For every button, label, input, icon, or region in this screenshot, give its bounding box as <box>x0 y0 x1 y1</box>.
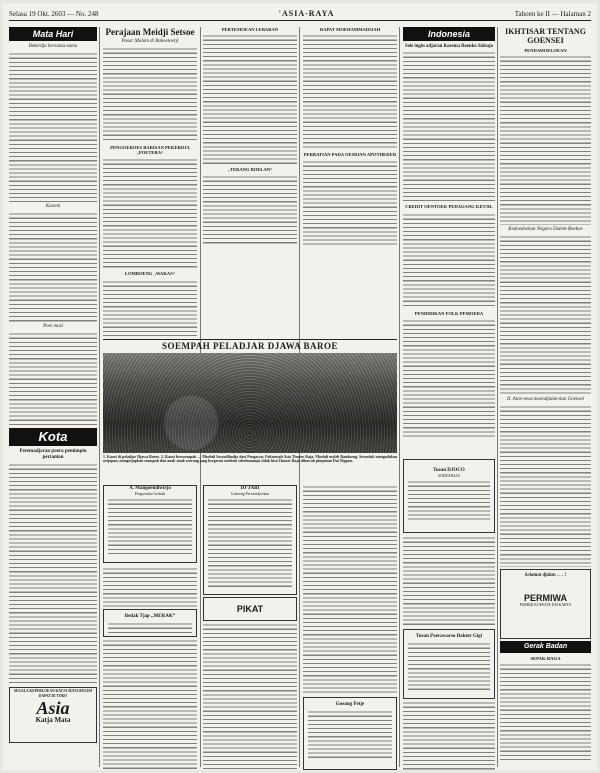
article-body <box>9 52 97 202</box>
ad-sub: Pengoesaha Gedaeh <box>134 492 166 496</box>
article-body <box>203 34 297 164</box>
mangoendiwirjo-ad <box>103 485 197 563</box>
ad-title: Toean DJOCO <box>433 468 465 473</box>
article-body <box>403 319 495 439</box>
article-body <box>500 55 591 225</box>
article-title: PENDAHOELOEAN <box>524 48 567 53</box>
article-body <box>203 175 297 245</box>
article-body <box>403 51 495 201</box>
article-title: Poei mosi <box>43 324 63 329</box>
photo-headline-bar <box>103 339 397 351</box>
ad-sub: PABRIK KOEKJSE DJAKARTA <box>519 603 572 607</box>
column-5-bottom <box>403 701 495 770</box>
section-kota: Kota <box>9 428 97 446</box>
column-5-classifieds <box>403 536 495 626</box>
article-title: Kedoedoekan Negara Dalem-Boekoe <box>508 227 583 233</box>
photo-headline: SOEMPAH PELADJAR DJAWA BAROE <box>161 341 339 351</box>
article-title: PERBATIAN PADA OESDIAN APOTHEKER <box>303 152 397 158</box>
ad-title: PIKAT <box>236 604 264 614</box>
article-body <box>303 34 397 149</box>
article-title: II. Atoe-oeas moendjalan-kan Goensei <box>506 397 585 403</box>
ad-line: SEGALA KEPERLOEAN KATJA MATA BOLEH DAPAT DI TOKO <box>13 689 93 698</box>
ad-title: A. Mangoendiwirjo <box>129 486 171 491</box>
column-2-top <box>103 27 197 337</box>
column-4-classifieds <box>303 485 397 695</box>
ad-brand: PERMIWA <box>523 593 567 603</box>
article-body <box>500 663 591 763</box>
poerawarso-ad <box>403 629 495 699</box>
column-rule <box>99 27 100 767</box>
issue-date: Selasa 19 Okt. 2603 — No. 248 <box>9 9 99 18</box>
article-body <box>9 463 97 683</box>
article-title: „TERANG BOELAN“ <box>227 167 273 173</box>
article-body <box>103 47 197 142</box>
ad-sub: SOERABAJA <box>438 474 460 478</box>
goeang-petje-ad <box>303 697 397 770</box>
paper-title: 'ASIA-RAYA <box>278 9 335 18</box>
merak-ad <box>103 609 197 637</box>
article-body <box>103 280 197 337</box>
djoe-ad <box>403 459 495 533</box>
article-body <box>500 235 591 395</box>
column-rule <box>497 27 498 767</box>
article-body <box>303 160 397 245</box>
article-body <box>9 332 97 427</box>
column-6 <box>500 27 591 567</box>
column-1-bottom <box>9 428 97 770</box>
ad-brand: Asia <box>36 698 70 719</box>
ad-title: Selamat djalan . . . ! <box>524 573 567 578</box>
article-title: SEPAK-RAGA <box>530 656 561 661</box>
column-1-top <box>9 27 97 427</box>
article-body <box>103 158 197 268</box>
ad-sub: Gedoeng Pertoendjoekan <box>230 492 270 496</box>
column-3-top <box>203 27 297 252</box>
section-indonesia: Indonesia <box>403 27 495 41</box>
article-title: Kaoem <box>45 204 61 209</box>
column-2-classifieds <box>103 639 197 770</box>
article-title: Bekerdja bersama-sama <box>28 44 78 49</box>
pikat-ad <box>203 597 297 621</box>
column-4-top <box>303 27 397 252</box>
masthead <box>9 7 591 21</box>
ad-sub: Katja Mata <box>35 716 71 725</box>
demonstration-photo <box>103 353 397 453</box>
djijabi-ad <box>203 485 297 595</box>
article-title: CREDIT OENTOEK PEDAGANG KETJIL <box>405 204 493 210</box>
ad-title: DJ'JABI <box>240 486 260 491</box>
column-2-small-ads <box>103 567 197 607</box>
newspaper-page <box>3 3 597 770</box>
article-body <box>403 213 495 308</box>
permiwa-ad <box>500 569 591 639</box>
ad-title: Goeang Petje <box>335 702 365 707</box>
photo-caption: 1. Kaoei di peladjar Djawa Baroe. 2. Kaoei bersoempah — Moehdi Sosrodihadjo dari Pengawas Oekoemah Asia Timoer Raja. Moehdi moleh Bandoeng. Sesoedah mengadakan oetjapan, mengetjapkan soempah dan anak-anak seorang jang bergeraa soedemi sebelnammja tidak bisa Timoer Raja dihawah pimpinan Dai Nippon. <box>103 455 397 464</box>
column-rule <box>399 27 400 767</box>
article-title: PERTEMOEAN LEBARAN <box>221 27 279 32</box>
article-title: Sele ingin adjaran Koesma Boenko Sideajo <box>404 44 494 49</box>
article-body <box>9 212 97 322</box>
asia-katja-mata-ad <box>9 687 97 743</box>
column-5 <box>403 27 495 457</box>
column-6-bottom <box>500 641 591 770</box>
article-title: PENDIDIKAN FOLK PEMOEDA <box>414 310 484 316</box>
column-3-classifieds <box>203 623 297 770</box>
ad-title: Toean Poerawarso Dokter Gigi <box>416 634 482 639</box>
volume-page: Tahoen ke II — Halaman 2 <box>514 9 591 18</box>
section-gerak-badan: Gerak Badan <box>500 641 591 653</box>
article-title: LOMBOENG „WAKAS“ <box>124 271 176 277</box>
article-title: Peremadjaran poera pemimpin pertanian <box>19 449 87 460</box>
article-subtitle: Pasar Malam di Bakoetoerji <box>121 39 179 44</box>
section-mata-hari: Mata Hari <box>9 27 97 41</box>
article-body <box>500 405 591 567</box>
article-title: Perajaan Meidji Setsoe <box>105 27 195 37</box>
article-title: PENGOEROES BARISAN PEKERDJA „POETERA“ <box>110 145 190 156</box>
ad-title: Bedak Tjap „MERAK“ <box>124 614 176 619</box>
article-title: IKHTISAR TENTANG GOENSEI <box>505 27 586 45</box>
article-title: RAPAT MOEHAMMADIJAH <box>319 27 381 32</box>
